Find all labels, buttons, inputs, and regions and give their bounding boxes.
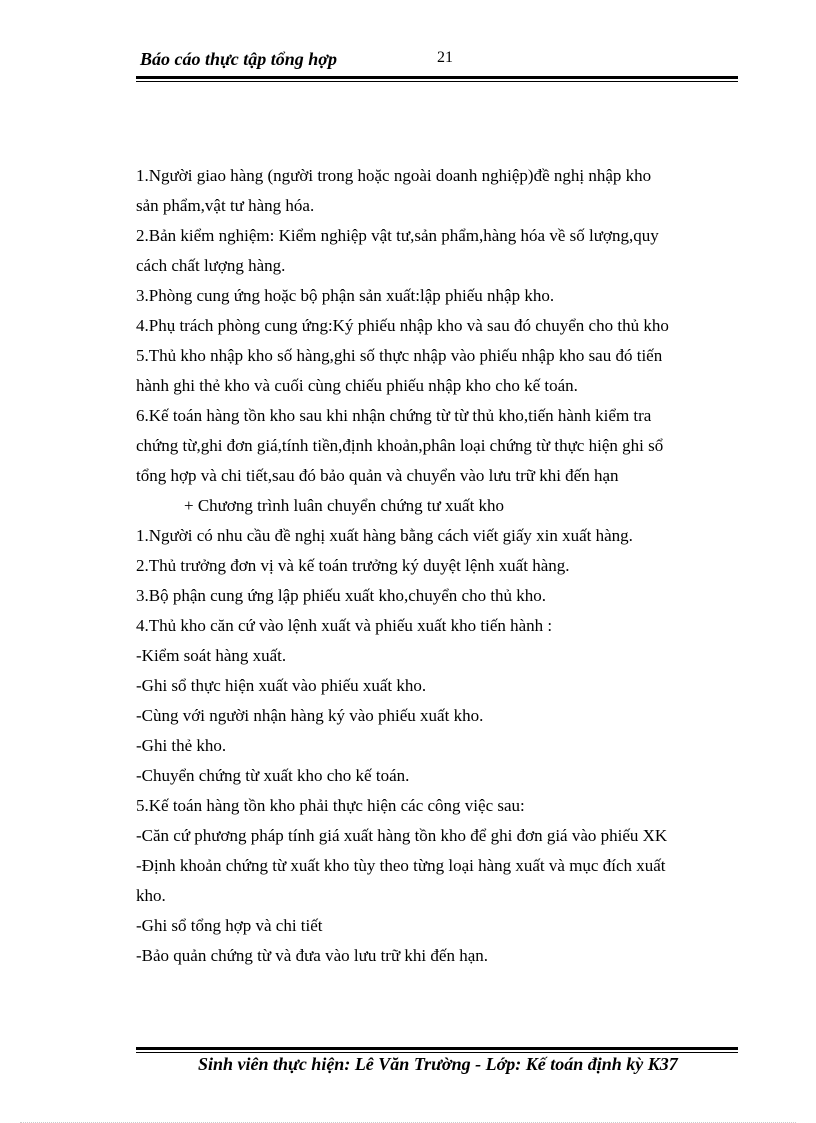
- footer-text: Sinh viên thực hiện: Lê Văn Trường - Lớp: Kế toán định kỳ K37: [198, 1054, 678, 1074]
- text-line: tổng hợp và chi tiết,sau đó bảo quản và chuyển vào lưu trữ khi đến hạn: [136, 466, 619, 485]
- text-line: cách chất lượng hàng.: [136, 256, 286, 275]
- text-line: 2.Thủ trưởng đơn vị và kế toán trưởng ký duyệt lệnh xuất hàng.: [136, 556, 570, 575]
- footer-rule-thick: [136, 1047, 738, 1050]
- header-rule-thick: [136, 76, 738, 79]
- text-line: 3.Phòng cung ứng hoặc bộ phận sản xuất:lập phiếu nhập kho.: [136, 286, 555, 305]
- text-line: 3.Bộ phận cung ứng lập phiếu xuất kho,chuyển cho thủ kho.: [136, 586, 547, 605]
- text-line: 1.Người có nhu cầu đề nghị xuất hàng bằng cách viết giấy xin xuất hàng.: [136, 526, 633, 545]
- text-line: 2.Bản kiểm nghiệm: Kiểm nghiệp vật tư,sản phẩm,hàng hóa về số lượng,quy: [136, 226, 659, 245]
- text-line: 5.Thủ kho nhập kho số hàng,ghi số thực nhập vào phiếu nhập kho sau đó tiến: [136, 346, 663, 365]
- text-line: -Ghi thẻ kho.: [136, 736, 227, 755]
- text-line: -Căn cứ phương pháp tính giá xuất hàng tồn kho để ghi đơn giá vào phiếu XK: [136, 826, 668, 845]
- text-line: sản phẩm,vật tư hàng hóa.: [136, 196, 315, 215]
- text-line: -Ghi sổ tổng hợp và chi tiết: [136, 916, 323, 935]
- text-line: 4.Thủ kho căn cứ vào lệnh xuất và phiếu xuất kho tiến hành :: [136, 616, 553, 635]
- text-line: 1.Người giao hàng (người trong hoặc ngoài doanh nghiệp)đề nghị nhập kho: [136, 166, 652, 185]
- header-rule-thin: [136, 81, 738, 82]
- document-body: [136, 161, 741, 971]
- text-line: -Định khoản chứng từ xuất kho tùy theo từng loại hàng xuất và mục đích xuất: [136, 856, 666, 875]
- text-line: chứng từ,ghi đơn giá,tính tiền,định khoản,phân loại chứng từ thực hiện ghi sổ: [136, 436, 664, 455]
- text-line: -Bảo quản chứng từ và đưa vào lưu trữ khi đến hạn.: [136, 946, 488, 965]
- text-line: 5.Kế toán hàng tồn kho phải thực hiện các công việc sau:: [136, 796, 525, 815]
- footer-rule-thin: [136, 1052, 738, 1053]
- page-number: 21: [437, 49, 453, 66]
- header-title: Báo cáo thực tập tổng hợp: [140, 49, 337, 69]
- text-line: -Kiểm soát hàng xuất.: [136, 646, 287, 665]
- text-line: -Chuyển chứng từ xuất kho cho kế toán.: [136, 766, 410, 785]
- text-line: 4.Phụ trách phòng cung ứng:Ký phiếu nhập kho và sau đó chuyển cho thủ kho: [136, 316, 669, 335]
- text-line: -Cùng với người nhận hàng ký vào phiếu xuất kho.: [136, 706, 484, 725]
- text-line: 6.Kế toán hàng tồn kho sau khi nhận chứng từ từ thủ kho,tiến hành kiểm tra: [136, 406, 652, 425]
- text-line: hành ghi thẻ kho và cuối cùng chiếu phiếu nhập kho cho kế toán.: [136, 376, 578, 395]
- text-line: kho.: [136, 886, 166, 905]
- section-heading: + Chương trình luân chuyển chứng tư xuất kho: [184, 496, 505, 515]
- text-line: -Ghi sổ thực hiện xuất vào phiếu xuất kho.: [136, 676, 427, 695]
